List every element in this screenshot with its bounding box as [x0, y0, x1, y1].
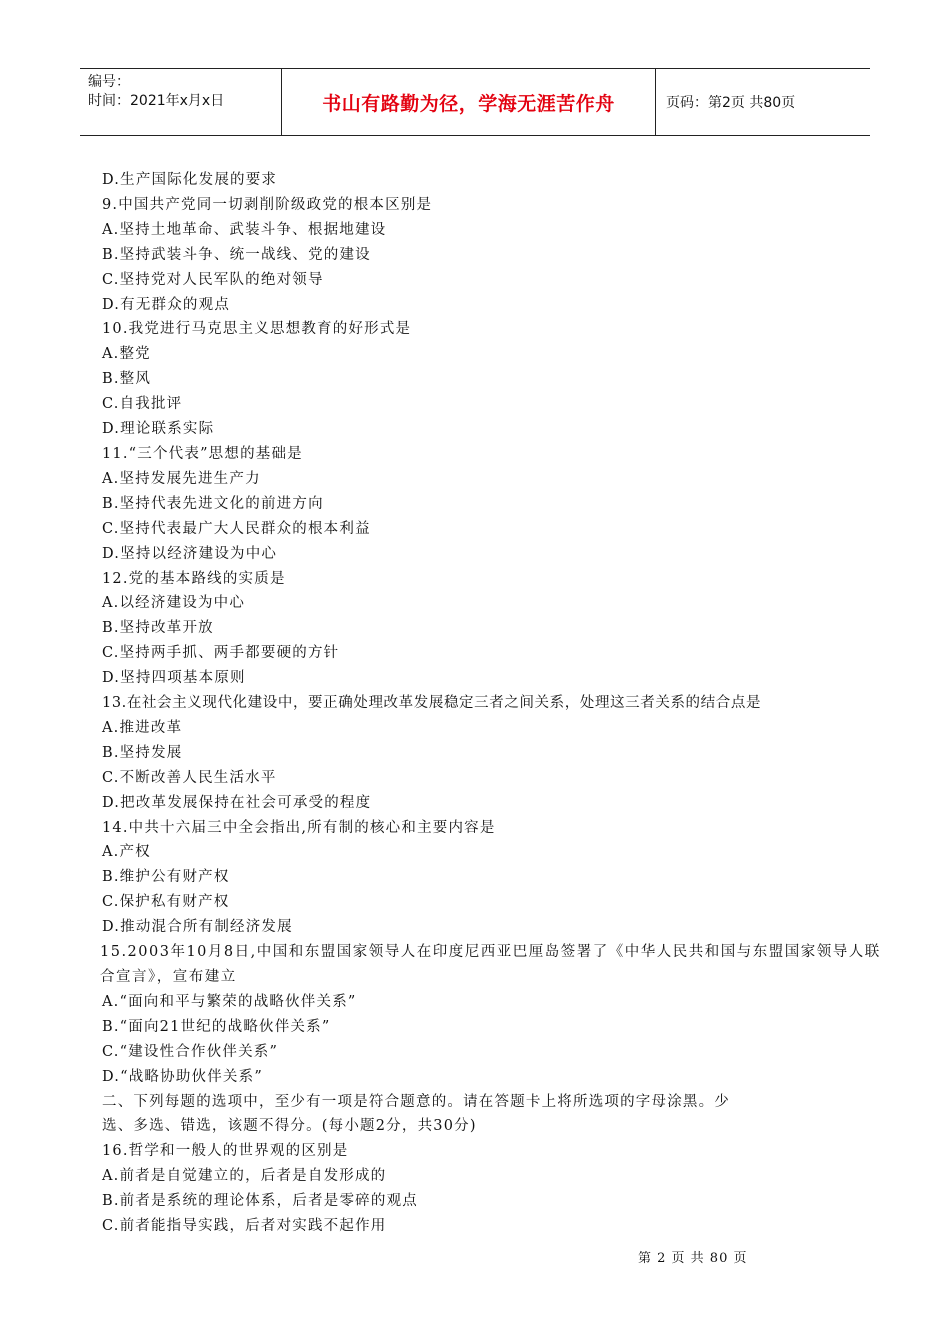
- question-line: 14.中共十六届三中全会指出,所有制的核心和主要内容是: [102, 819, 496, 836]
- question-line: 9.中国共产党同一切剥削阶级政党的根本区别是: [102, 196, 433, 213]
- option-line: C.“建设性合作伙伴关系”: [102, 1043, 279, 1060]
- option-line: C.坚持党对人民军队的绝对领导: [102, 271, 324, 288]
- question-line: 10.我党进行马克思主义思想教育的好形式是: [102, 321, 412, 338]
- option-line: D.坚持四项基本原则: [102, 670, 246, 687]
- option-line: B.“面向21世纪的战略伙伴关系”: [102, 1018, 331, 1035]
- option-line: A.前者是自觉建立的，后者是自发形成的: [102, 1168, 387, 1185]
- header-meta: [80, 69, 282, 135]
- option-line: A.以经济建设为中心: [102, 595, 246, 612]
- question-line: 16.哲学和一般人的世界观的区别是: [102, 1143, 349, 1160]
- question-line: 15.2003年10月8日,中国和东盟国家领导人在印度尼西亚巴厘岛签署了《中华人民共和国与东盟国家领导人联合宣言》，宣布建立: [100, 944, 881, 985]
- option-line: B.坚持改革开放: [102, 620, 214, 637]
- question-content: [102, 168, 884, 1239]
- section-instruction-line: 二、下列每题的选项中，至少有一项是符合题意的。请在答题卡上将所选项的字母涂黑。少: [102, 1093, 730, 1110]
- option-line: D.理论联系实际: [102, 421, 215, 438]
- option-line: A.产权: [102, 844, 151, 861]
- option-line: B.坚持发展: [102, 744, 183, 761]
- option-line: B.坚持代表先进文化的前进方向: [102, 495, 324, 512]
- option-line: D.把改革发展保持在社会可承受的程度: [102, 794, 372, 811]
- option-line: A.“面向和平与繁荣的战略伙伴关系”: [102, 993, 357, 1010]
- header-page-info: 页码：第2页 共80页: [666, 95, 796, 111]
- page-footer: 第 2 页 共 80 页: [638, 1251, 748, 1266]
- option-line: C.前者能指导实践，后者对实践不起作用: [102, 1218, 387, 1235]
- question-line: 13.在社会主义现代化建设中，要正确处理改革发展稳定三者之间关系，处理这三者关系的结合点是: [102, 695, 762, 712]
- option-line: A.推进改革: [102, 719, 183, 736]
- option-line: B.整风: [102, 371, 152, 388]
- option-line: A.坚持发展先进生产力: [102, 470, 261, 487]
- option-line: A.整党: [102, 346, 151, 363]
- page-header: [80, 68, 870, 136]
- option-line: A.坚持土地革命、武装斗争、根据地建设: [102, 221, 387, 238]
- option-line: D.有无群众的观点: [102, 296, 231, 313]
- option-line: D.推动混合所有制经济发展: [102, 919, 293, 936]
- option-line: D.“战略协助伙伴关系”: [102, 1068, 263, 1085]
- section-instruction-line: 选、多选、错选，该题不得分。(每小题2分，共30分): [102, 1118, 477, 1135]
- option-line: B.维护公有财产权: [102, 869, 230, 886]
- option-line: B.前者是系统的理论体系，后者是零碎的观点: [102, 1193, 418, 1210]
- option-line: C.坚持代表最广大人民群众的根本利益: [102, 520, 371, 537]
- option-line: C.不断改善人民生活水平: [102, 769, 277, 786]
- option-line: B.坚持武装斗争、统一战线、党的建设: [102, 246, 371, 263]
- header-motto: 书山有路勤为径，学海无涯苦作舟: [282, 69, 656, 135]
- option-line: D.坚持以经济建设为中心: [102, 545, 278, 562]
- option-line: C.保护私有财产权: [102, 894, 230, 911]
- question-line: 11.“三个代表”思想的基础是: [102, 445, 303, 462]
- text-line: D.生产国际化发展的要求: [102, 172, 278, 188]
- question-line: 12.党的基本路线的实质是: [102, 570, 286, 587]
- option-line: C.自我批评: [102, 396, 183, 413]
- option-line: C.坚持两手抓、两手都要硬的方针: [102, 645, 340, 662]
- document-time-label: 时间：2021年x月x日: [88, 93, 225, 109]
- document-number-label: 编号：: [88, 74, 130, 90]
